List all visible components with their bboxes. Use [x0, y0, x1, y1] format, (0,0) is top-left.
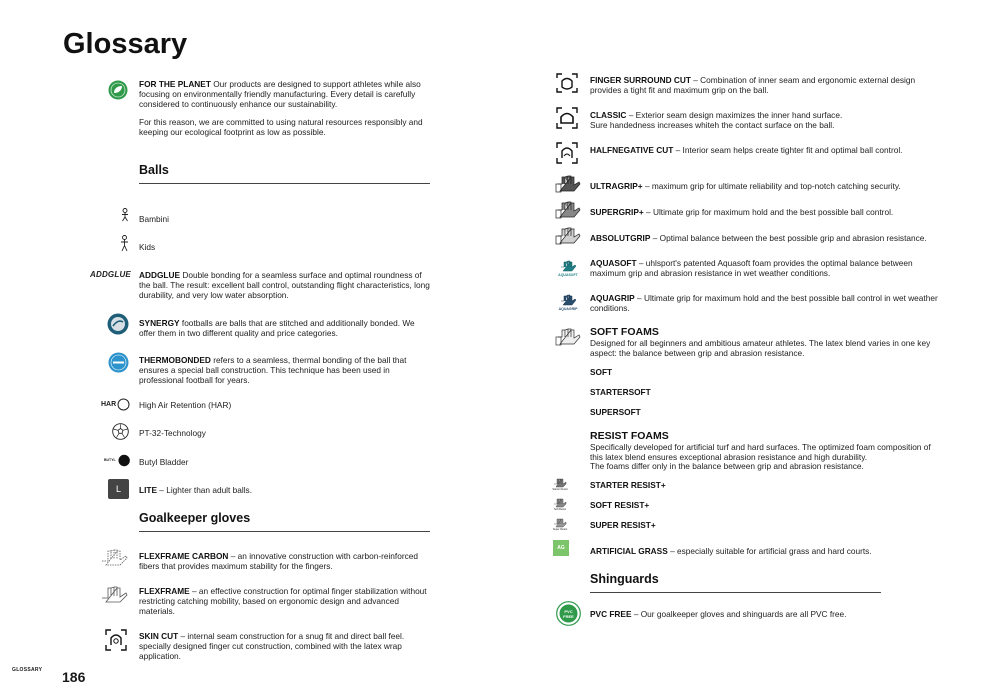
flexframe-carbon-text: – an innovative construction with carbon-reinforced fibers that provides maximum stability for the fingers. — [139, 551, 418, 572]
lite-name: LITE — [139, 485, 157, 495]
har-label: High Air Retention (HAR) — [139, 400, 232, 410]
pvc-free-text: – Our goalkeeper gloves and shinguards are all PVC free. — [633, 609, 847, 619]
bambini-label: Bambini — [139, 214, 169, 224]
soft-resist-icon: Soft Resist — [550, 495, 570, 513]
aquasoft-name: AQUASOFT — [590, 258, 637, 268]
pvc-free-badge-icon: PVC FREE — [556, 601, 581, 626]
supergrip-glove-icon — [555, 200, 582, 220]
addglue-text: Double bonding for a seamless surface and optimal roundness of the ball. The result: excellent ball control, outstanding flight characteristics, long durability, and very low water absorption. — [139, 270, 430, 301]
halfnegative-cut-entry — [590, 145, 930, 155]
lite-entry — [139, 485, 252, 495]
finger-surround-cut-name: FINGER SURROUND CUT — [590, 75, 691, 85]
thermobonded-entry — [139, 355, 431, 386]
flexframe-entry — [139, 586, 431, 617]
butyl-icon: BUTYL — [104, 453, 130, 467]
skin-cut-text: – internal seam construction for a snug fit and direct ball feel. specially designed finger cut construction, combined with the latex wrap application. — [139, 631, 405, 662]
absolutgrip-glove-icon — [555, 226, 582, 246]
supergrip-text: – Ultimate grip for maximum hold and the best possible ball control. — [646, 207, 894, 217]
classic-cut-icon — [555, 106, 579, 130]
flexframe-carbon-name: FLEXFRAME CARBON — [139, 551, 229, 561]
pvc-free-name: PVC FREE — [590, 609, 632, 619]
thermobonded-name: THERMOBONDED — [139, 355, 211, 365]
resist-foams-text: Specifically developed for artificial turf and hard surfaces. The optimized foam composition of this latex blend ensures exceptional abrasion resistance and high durability. — [590, 442, 931, 463]
synergy-text: footballs are balls that are stitched and additionally bonded. We offer them in two different quality and price categories. — [139, 318, 415, 339]
addglue-logo: ADDGLUE — [90, 270, 131, 279]
lite-text: – Lighter than adult balls. — [159, 485, 253, 495]
har-icon: HAR — [101, 397, 131, 411]
skin-cut-name: SKIN CUT — [139, 631, 179, 641]
absolutgrip-entry — [590, 233, 940, 243]
super-resist-item: SUPER RESIST+ — [590, 520, 656, 530]
artificial-grass-text: – especially suitable for artificial grass and hard courts. — [670, 546, 872, 556]
pvc-free-entry — [590, 609, 935, 619]
classic-text-2: Sure handedness increases whiteh the contact surface on the ball. — [590, 120, 835, 131]
starter-resist-item: STARTER RESIST+ — [590, 480, 666, 490]
classic-name: CLASSIC — [590, 110, 627, 120]
planet-text: Our products are designed to support athletes while also focusing on environmentally friendly manufacturing. Every detail is carefully considered to continuously enhance our sustainability. — [139, 79, 421, 110]
gloves-divider — [139, 531, 430, 532]
ultragrip-glove-icon — [555, 174, 582, 194]
addglue-entry — [139, 270, 431, 301]
planet-name: FOR THE PLANET — [139, 79, 211, 89]
kids-figure-icon — [119, 235, 130, 252]
ultragrip-text: – maximum grip for ultimate reliability and top-notch catching security. — [644, 181, 901, 191]
synergy-entry — [139, 318, 431, 338]
planet-leaf-icon — [108, 80, 128, 100]
gloves-heading: Goalkeeper gloves — [139, 511, 251, 525]
kids-label: Kids — [139, 242, 156, 252]
soft-foams-glove-icon — [555, 327, 582, 347]
shinguards-heading: Shinguards — [590, 572, 659, 586]
starter-resist-icon: Starter Resist — [550, 475, 570, 493]
soft-foams-text: Designed for all beginners and ambitious amateur athletes. The latex blend varies in one key aspect: the balance between grip and abrasion resistance. — [590, 338, 931, 359]
supersoft-foam-item: SUPERSOFT — [590, 407, 641, 417]
flexframe-name: FLEXFRAME — [139, 586, 190, 596]
resist-foams-text-2: The foams differ only in the balance between grip and abrasion resistance. — [590, 461, 864, 471]
flexframe-carbon-entry — [139, 551, 431, 571]
ultragrip-entry — [590, 181, 940, 191]
classic-text: – Exterior seam design maximizes the inner hand surface. — [628, 110, 843, 120]
planet-entry — [139, 79, 431, 110]
halfnegative-cut-text: – Interior seam helps create tighter fit and optimal ball control. — [675, 145, 903, 155]
planet-text-2: For this reason, we are committed to using natural resources responsibly and keeping our ecological footprint as low as possible. — [139, 117, 423, 138]
finger-surround-cut-entry — [590, 75, 930, 95]
supergrip-entry — [590, 207, 940, 217]
synergy-ball-icon — [107, 313, 129, 335]
aquagrip-text: – Ultimate grip for maximum hold and the best possible ball control in wet weather conditions. — [590, 293, 938, 314]
thermobonded-badge-icon — [108, 352, 129, 373]
finger-surround-cut-icon — [555, 72, 579, 94]
super-resist-icon: Super Resist — [550, 515, 570, 533]
page-number: 186 — [62, 669, 86, 685]
skin-cut-icon — [104, 628, 128, 652]
classic-entry — [590, 110, 930, 130]
pt32-ball-icon — [112, 423, 129, 440]
skin-cut-entry — [139, 631, 431, 662]
butyl-label: Butyl Bladder — [139, 457, 189, 467]
shinguards-divider — [590, 592, 881, 593]
soft-resist-item: SOFT RESIST+ — [590, 500, 650, 510]
soft-foam-item: SOFT — [590, 367, 613, 377]
balls-heading: Balls — [139, 163, 169, 177]
aquagrip-entry — [590, 293, 945, 313]
flexframe-glove-icon — [100, 584, 129, 604]
bambini-figure-icon — [120, 208, 130, 222]
artificial-grass-entry — [590, 546, 935, 556]
artificial-grass-name: ARTIFICIAL GRASS — [590, 546, 668, 556]
footer-section-label: GLOSSARY — [12, 667, 43, 673]
halfnegative-cut-icon — [555, 141, 579, 165]
page-title: Glossary — [63, 28, 188, 60]
ultragrip-name: ULTRAGRIP+ — [590, 181, 643, 191]
aquasoft-text: – uhlsport's patented Aquasoft foam provides the optimal balance between maximum grip and abrasion resistance in wet weather conditions. — [590, 258, 913, 279]
addglue-name: ADDGLUE — [139, 270, 181, 280]
supergrip-name: SUPERGRIP+ — [590, 207, 644, 217]
aquagrip-name: AQUAGRIP — [590, 293, 635, 303]
thermobonded-text: refers to a seamless, thermal bonding of the ball that ensures a special ball construction. This technique has been used in professional football for years. — [139, 355, 407, 386]
absolutgrip-name: ABSOLUTGRIP — [590, 233, 651, 243]
synergy-name: SYNERGY — [139, 318, 180, 328]
aquasoft-entry — [590, 258, 935, 278]
finger-surround-cut-text: – Combination of inner seam and ergonomic external design provides a tight fit and maximum grip on the ball. — [590, 75, 916, 96]
halfnegative-cut-name: HALFNEGATIVE CUT — [590, 145, 674, 155]
balls-divider — [139, 183, 430, 184]
pt32-label: PT-32-Technology — [139, 428, 206, 438]
startersoft-foam-item: STARTERSOFT — [590, 387, 651, 397]
absolutgrip-text: – Optimal balance between the best possible grip and abrasion resistance. — [652, 233, 927, 243]
flexframe-carbon-glove-icon — [100, 547, 129, 567]
soft-foams-heading: SOFT FOAMS — [590, 326, 659, 338]
resist-foams-heading: RESIST FOAMS — [590, 430, 669, 442]
aquasoft-icon: AQUASOFT — [553, 257, 583, 279]
artificial-grass-icon: AG — [553, 540, 569, 556]
flexframe-text: – an effective construction for optimal finger stabilization without restricting catching mobility, based on ergonomic design and advanced materials. — [139, 586, 427, 617]
lite-badge-icon: L — [108, 479, 129, 499]
aquagrip-icon: AQUAGRIP — [553, 291, 583, 313]
